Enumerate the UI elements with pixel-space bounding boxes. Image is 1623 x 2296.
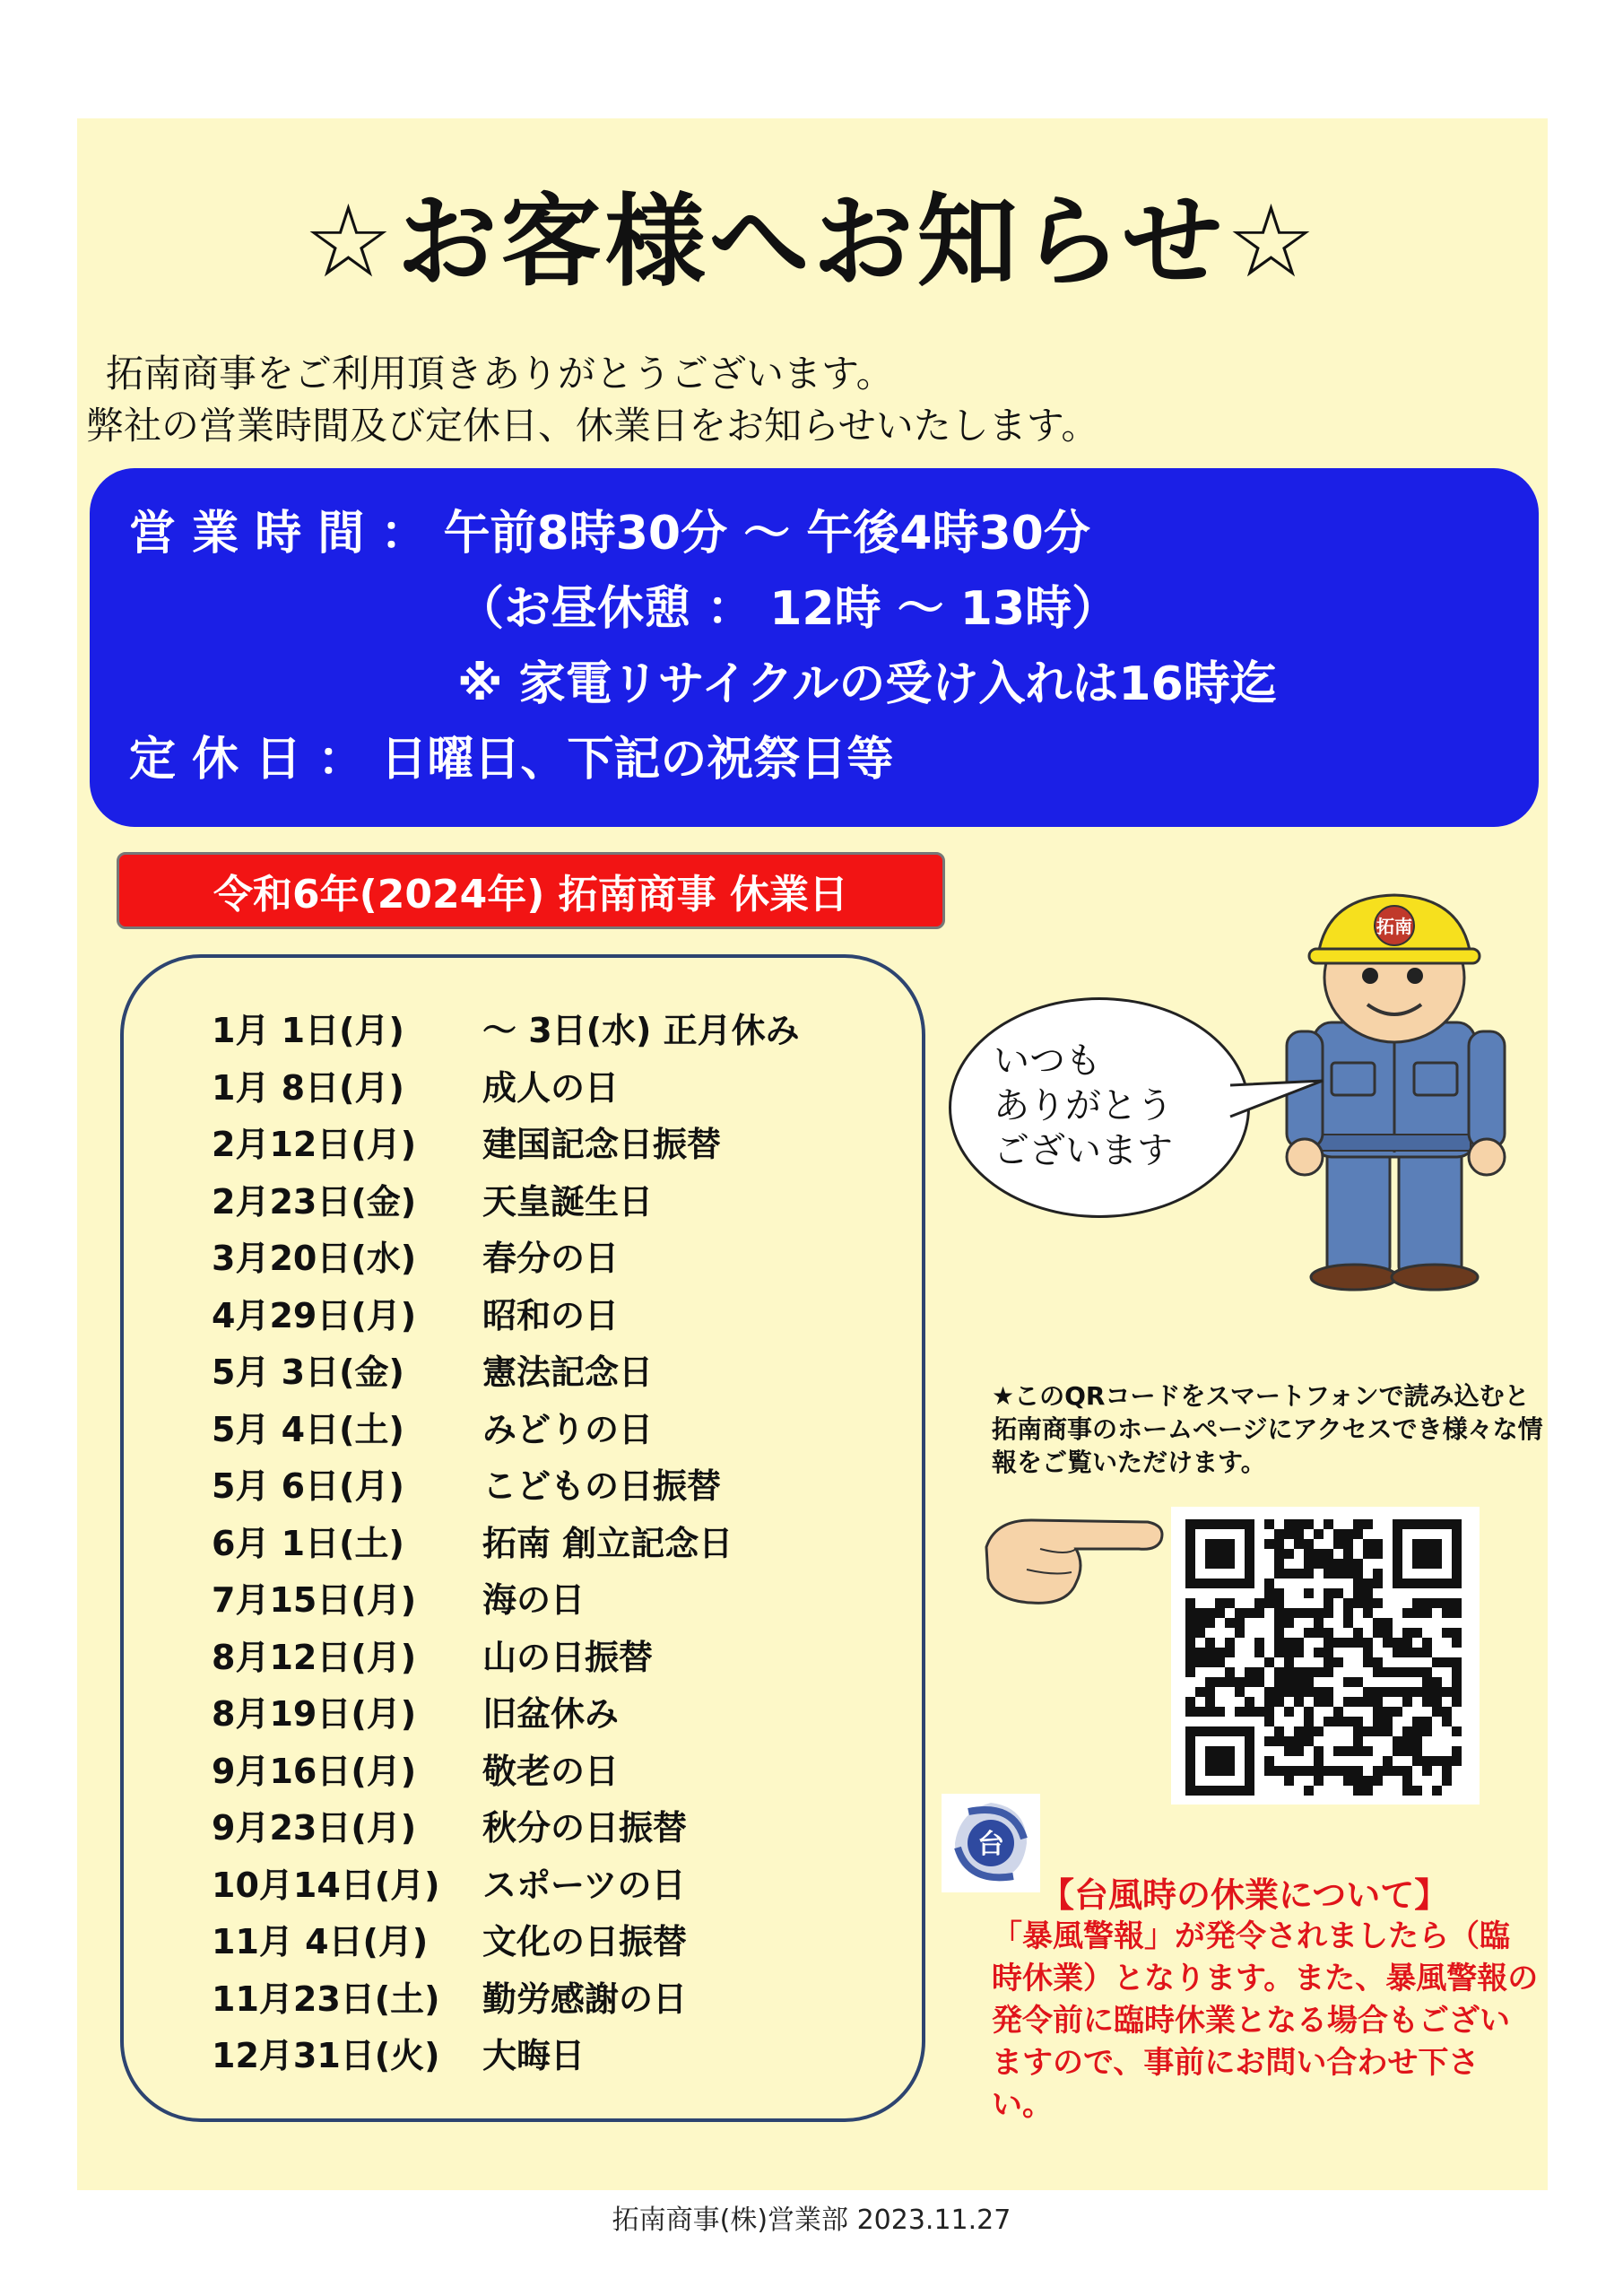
holiday-date: 4月29日(月) <box>212 1295 417 1335</box>
hours-line-4: 定 休 日 ： 日曜日、下記の祝祭日等 <box>129 733 894 787</box>
holiday-name: 大晦日 <box>482 2036 586 2075</box>
typhoon-title: 【台風時の休業について】 <box>1040 1875 1449 1915</box>
holiday-date: 5月 6日(月) <box>212 1466 404 1506</box>
holiday-date: 10月14日(月) <box>212 1865 440 1905</box>
holiday-date: 1月 1日(月) <box>212 1011 404 1050</box>
holiday-name: 拓南 創立記念日 <box>482 1523 733 1563</box>
footer-text: 拓南商事(株)営業部 2023.11.27 <box>612 2205 1011 2236</box>
typhoon-icon <box>942 1794 1040 1892</box>
holiday-name: 敬老の日 <box>482 1751 620 1791</box>
holiday-name: 旧盆休み <box>482 1694 620 1734</box>
bubble-line-1: いつも <box>994 1040 1101 1082</box>
holiday-name: 天皇誕生日 <box>482 1181 654 1222</box>
holiday-row <box>212 2028 585 2077</box>
holiday-row <box>212 1857 685 1907</box>
holiday-date: 9月23日(月) <box>212 1808 417 1848</box>
bubble-text <box>994 1039 1173 1173</box>
holiday-row <box>212 1174 653 1223</box>
qr-code-pattern <box>1171 1507 1480 1805</box>
qr-code[interactable] <box>1171 1507 1480 1805</box>
speech-bubble-tail <box>1228 1076 1327 1130</box>
holiday-row <box>212 1231 619 1280</box>
holiday-row <box>212 1744 619 1793</box>
holiday-date: 3月20日(水) <box>212 1239 417 1278</box>
holiday-row <box>212 1003 800 1052</box>
bubble-line-3: ございます <box>994 1130 1173 1171</box>
holiday-date: 11月23日(土) <box>212 1979 440 2019</box>
holiday-date: 1月 8日(月) <box>212 1067 404 1108</box>
holiday-row <box>212 1458 721 1508</box>
holiday-name: 海の日 <box>482 1580 586 1620</box>
holiday-row <box>212 1971 687 2021</box>
intro-text <box>86 348 1098 452</box>
business-hours-box <box>90 468 1539 827</box>
holiday-date: 9月16日(月) <box>212 1751 417 1791</box>
holiday-name: みどりの日 <box>482 1409 654 1449</box>
holiday-date: 6月 1日(土) <box>212 1523 404 1563</box>
holiday-row <box>212 1686 619 1735</box>
qr-note: ★このQRコードをスマートフォンで読み込むと拓南商事のホームページにアクセスでき様々な情報をご覧いただけます。 <box>992 1381 1543 1477</box>
holiday-row <box>212 1402 653 1451</box>
holiday-heading: 令和6年(2024年) 拓南商事 休業日 <box>117 852 945 929</box>
holiday-row <box>212 1060 619 1109</box>
holiday-row <box>212 1288 619 1337</box>
holiday-date: 2月23日(金) <box>212 1181 417 1222</box>
holiday-date: 8月12日(月) <box>212 1637 417 1677</box>
holiday-date: 2月12日(月) <box>212 1125 417 1164</box>
holiday-row <box>212 1516 733 1565</box>
holiday-name: 山の日振替 <box>482 1637 654 1677</box>
hours-line-3: ※ 家電リサイクルの受け入れは16時迄 <box>457 657 1277 711</box>
holiday-row <box>212 1630 653 1679</box>
holiday-name: 成人の日 <box>482 1067 620 1108</box>
holiday-row <box>212 1800 687 1849</box>
holiday-row <box>212 1572 585 1622</box>
holiday-name: 勤労感謝の日 <box>482 1979 688 2019</box>
hours-line-1: 営 業 時 間 ： 午前8時30分 ～ 午後4時30分 <box>129 507 1090 561</box>
holiday-date: 5月 3日(金) <box>212 1352 404 1392</box>
holiday-date: 12月31日(火) <box>212 2036 440 2075</box>
holiday-row <box>212 1117 721 1166</box>
holiday-name: 文化の日振替 <box>482 1922 688 1961</box>
helmet-text: 拓南 <box>1376 916 1412 937</box>
page-title: ☆お客様へお知らせ☆ <box>303 184 1320 300</box>
holiday-date: 5月 4日(土) <box>212 1409 404 1449</box>
holiday-name: 昭和の日 <box>482 1295 620 1335</box>
typhoon-text: 「暴風警報」が発令されましたら（臨時休業）となります。また、暴風警報の発令前に臨時休業となる場合もございますので、事前にお問い合わせ下さい。 <box>992 1918 1539 2123</box>
holiday-name: こどもの日振替 <box>482 1466 722 1506</box>
holiday-date: 8月19日(月) <box>212 1694 417 1734</box>
holiday-row <box>212 1914 687 1963</box>
holiday-name: 春分の日 <box>482 1239 620 1278</box>
holiday-row <box>212 1344 653 1394</box>
intro-line-1: 拓南商事をご利用頂きありがとうございます。 <box>106 352 894 396</box>
holiday-date: 7月15日(月) <box>212 1580 417 1620</box>
holiday-name: ～ 3日(水) 正月休み <box>482 1011 800 1050</box>
intro-line-2: 弊社の営業時間及び定休日、休業日をお知らせいたします。 <box>86 404 1099 448</box>
holiday-name: 憲法記念日 <box>482 1352 654 1392</box>
holiday-date: 11月 4日(月) <box>212 1922 429 1961</box>
holiday-name: スポーツの日 <box>482 1865 686 1905</box>
bubble-line-2: ありがとう <box>994 1085 1173 1126</box>
hours-line-2: （お昼休憩 ： 12時 ～ 13時） <box>457 582 1119 636</box>
holiday-name: 秋分の日振替 <box>482 1808 688 1848</box>
holiday-name: 建国記念日振替 <box>482 1125 722 1164</box>
pointing-hand-icon <box>977 1493 1175 1619</box>
typhoon-icon-char: 台 <box>977 1829 1004 1860</box>
